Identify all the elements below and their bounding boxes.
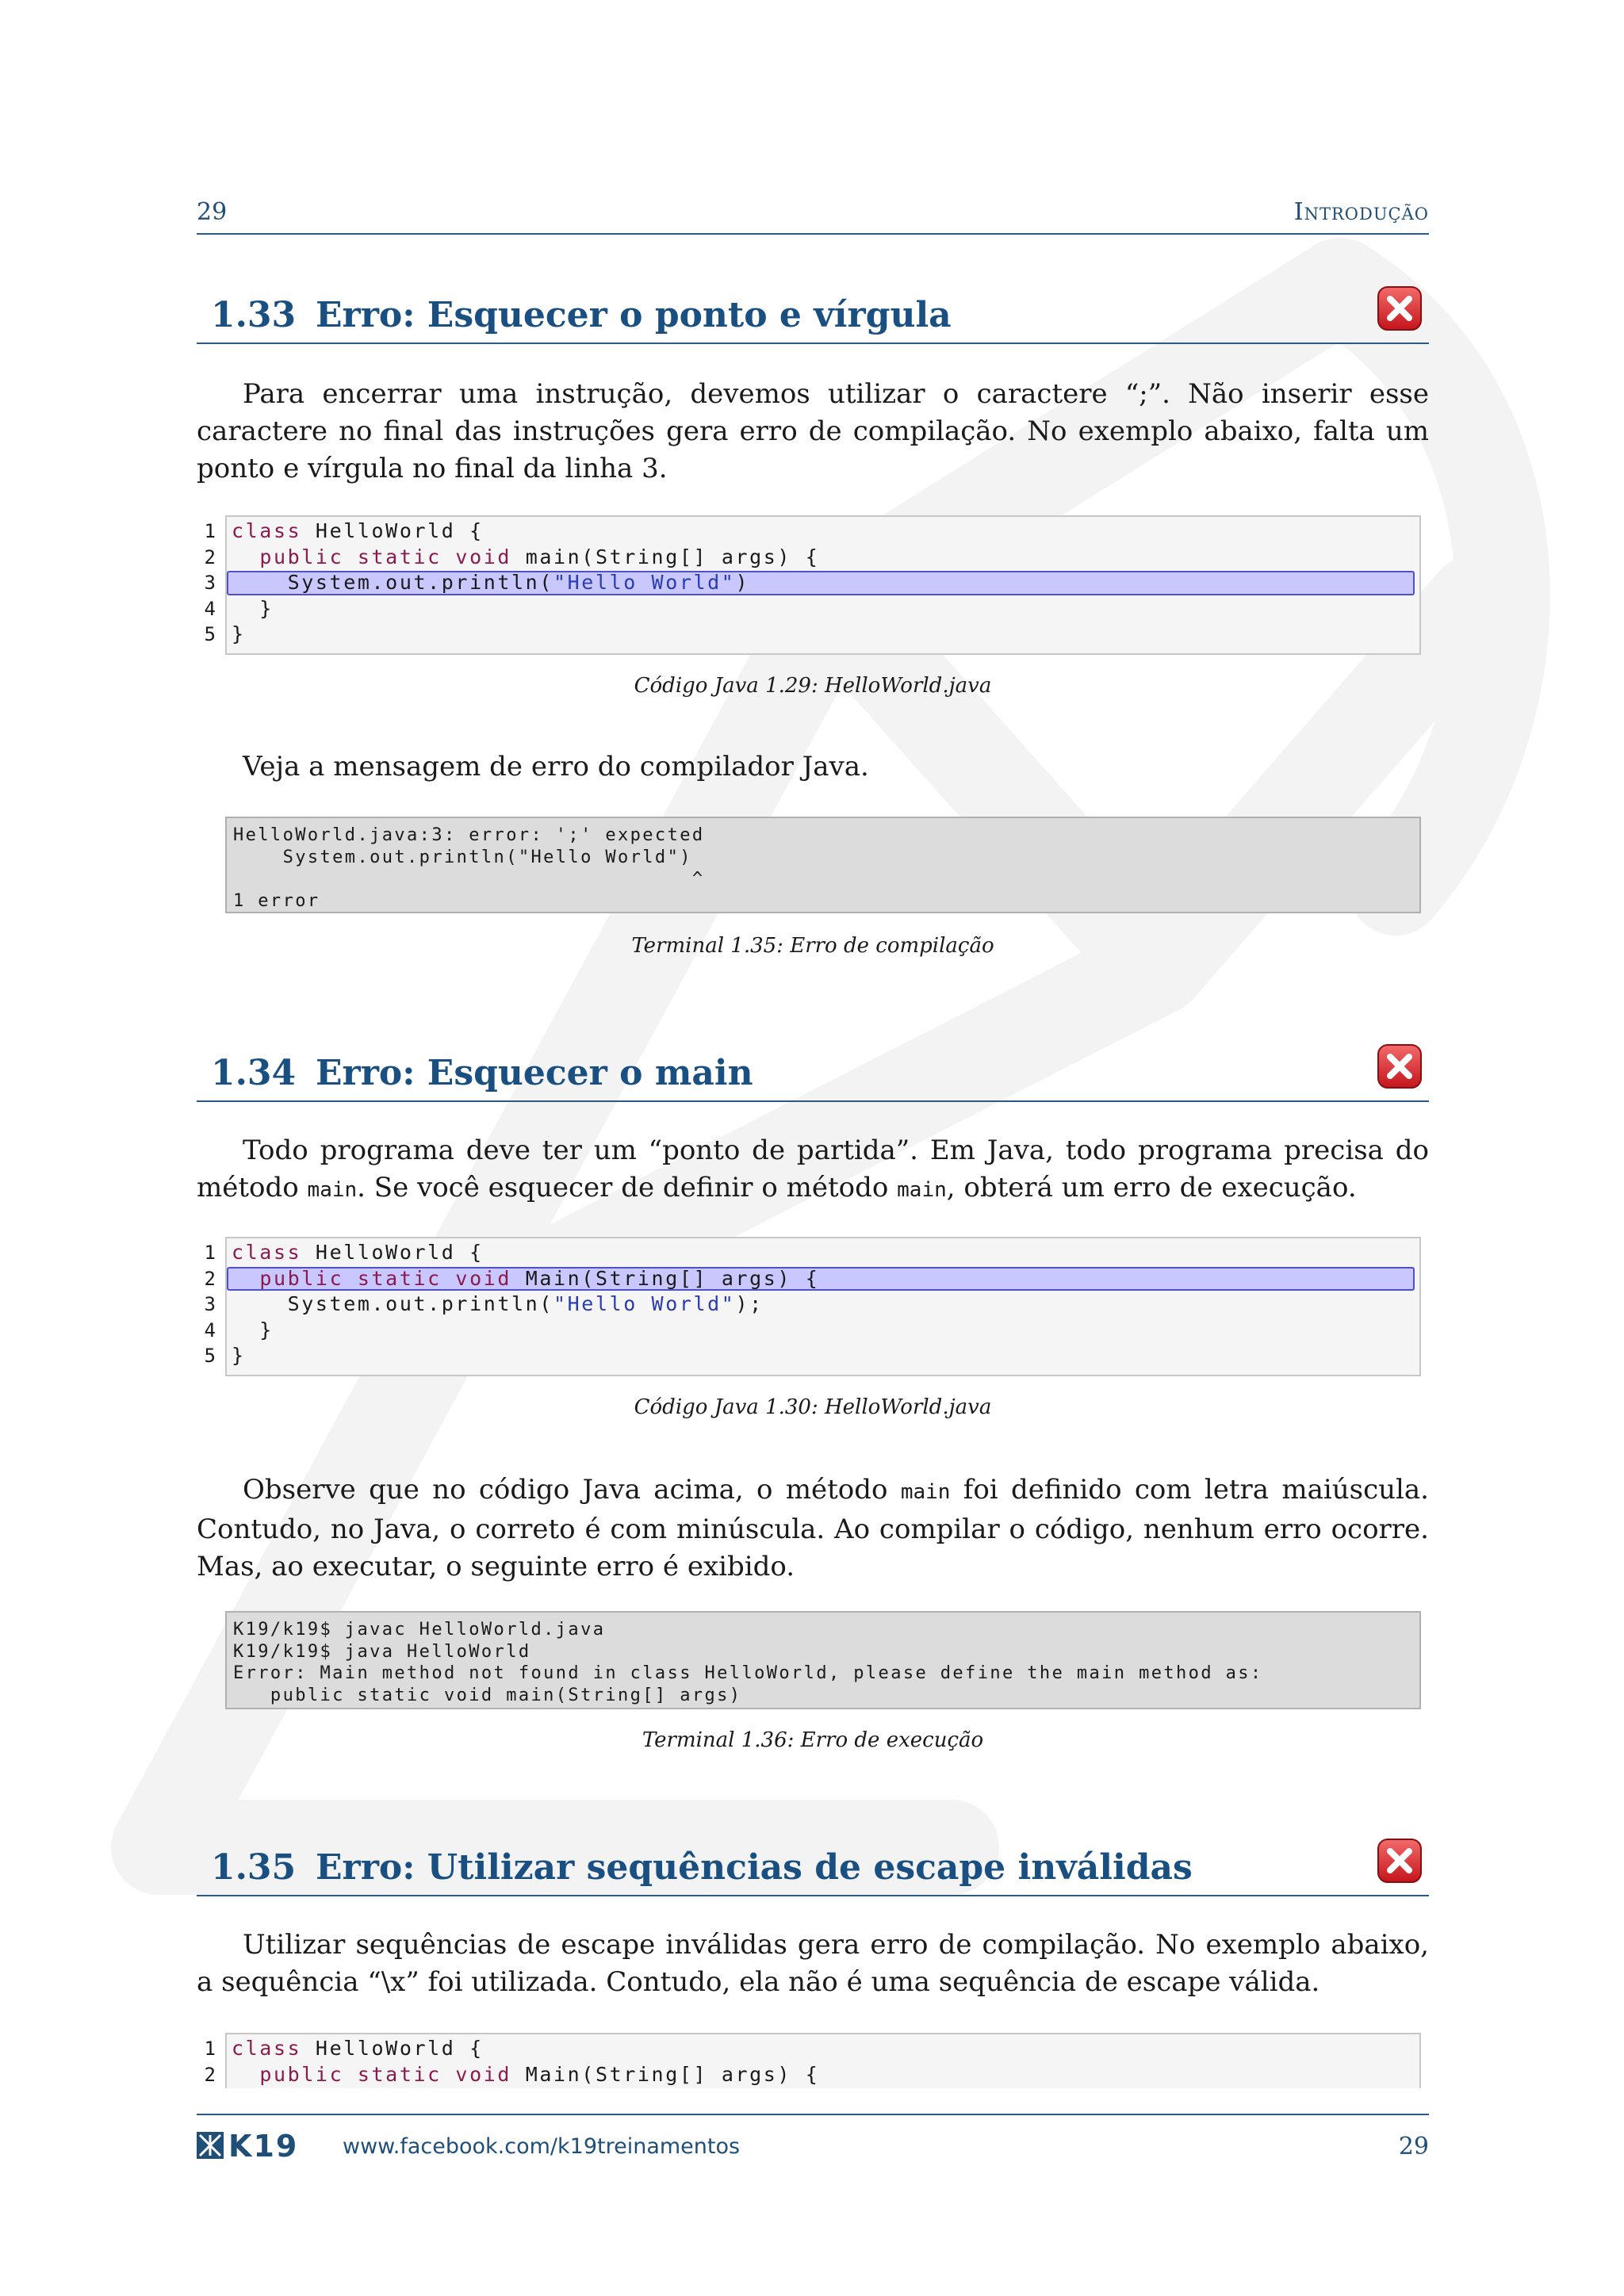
logo-text: K19 bbox=[228, 2130, 299, 2161]
error-x-icon bbox=[1377, 1838, 1423, 1884]
header-page-number: 29 bbox=[197, 198, 228, 226]
section-title: Erro: Utilizar sequências de escape inválidas bbox=[316, 1847, 1193, 1888]
code-line-numbers bbox=[190, 519, 216, 648]
terminal-line: HelloWorld.java:3: error: ';' expected bbox=[233, 825, 705, 845]
code-line: public static void main(String[] args) { bbox=[259, 545, 820, 568]
footer-url[interactable]: www.facebook.com/k19treinamentos bbox=[343, 2134, 741, 2159]
code-line: } bbox=[232, 622, 246, 645]
section-heading-1-34 bbox=[211, 1053, 753, 1093]
terminal-caption: Terminal 1.35: Erro de compilação bbox=[631, 934, 994, 958]
paragraph bbox=[197, 376, 1429, 488]
inline-code: main bbox=[307, 1178, 358, 1202]
header-rule bbox=[197, 233, 1429, 235]
inline-code: main bbox=[900, 1480, 951, 1504]
code-line-highlighted: public static void Main(String[] args) { bbox=[227, 1266, 1419, 1292]
terminal-line: K19/k19$ java HelloWorld bbox=[233, 1641, 531, 1662]
terminal-line: 1 error bbox=[233, 890, 320, 911]
terminal-line: Error: Main method not found in class HelloWorld, please define the main method as: bbox=[233, 1663, 1263, 1683]
section-rule bbox=[197, 1895, 1429, 1896]
error-x-icon bbox=[1377, 1043, 1423, 1089]
code-line: } bbox=[232, 1344, 246, 1367]
code-line: class HelloWorld { bbox=[232, 2037, 484, 2060]
code-line: class HelloWorld { bbox=[232, 1241, 484, 1264]
error-x-icon bbox=[1377, 285, 1423, 331]
inline-code: main bbox=[897, 1178, 947, 1202]
line-number: 2 bbox=[204, 1267, 216, 1290]
terminal-line: System.out.println("Hello World") bbox=[233, 847, 692, 867]
code-line-numbers bbox=[190, 1240, 216, 1369]
header-chapter-title: Introdução bbox=[1293, 198, 1429, 226]
code-line-numbers bbox=[190, 2036, 216, 2087]
line-number: 1 bbox=[204, 520, 216, 542]
line-number: 3 bbox=[204, 572, 216, 594]
line-number: 5 bbox=[204, 623, 216, 645]
k19-logo bbox=[197, 2130, 320, 2164]
line-number: 4 bbox=[204, 597, 216, 620]
section-title: Erro: Esquecer o main bbox=[316, 1053, 753, 1093]
code-line: } bbox=[232, 1318, 274, 1341]
paragraph-text: . Se você esquecer de definir o método bbox=[357, 1172, 898, 1203]
section-title: Erro: Esquecer o ponto e vírgula bbox=[316, 295, 952, 335]
terminal-caption: Terminal 1.36: Erro de execução bbox=[642, 1728, 984, 1752]
code-line: System.out.println("Hello World"); bbox=[232, 1292, 764, 1315]
section-number: 1.35 bbox=[211, 1847, 297, 1888]
line-number: 2 bbox=[204, 545, 216, 568]
line-number: 5 bbox=[204, 1345, 216, 1367]
code-listing bbox=[225, 2033, 1421, 2088]
code-line-highlighted: System.out.println("Hello World") bbox=[227, 570, 1419, 596]
paragraph bbox=[197, 1132, 1429, 1209]
section-heading-1-33 bbox=[211, 295, 952, 335]
section-rule bbox=[197, 342, 1429, 344]
section-rule bbox=[197, 1100, 1429, 1102]
paragraph-text: Observe que no código Java acima, o método bbox=[243, 1474, 901, 1506]
terminal-line: K19/k19$ javac HelloWorld.java bbox=[233, 1620, 606, 1640]
line-number: 1 bbox=[204, 1242, 216, 1264]
k19-logo-icon bbox=[197, 2130, 320, 2161]
code-line: public static void Main(String[] args) { bbox=[259, 2062, 820, 2086]
paragraph-text: Todo programa deve ter um “ponto de partida”. Em Java, todo programa precisa do método bbox=[197, 1135, 1429, 1203]
terminal-output bbox=[225, 1611, 1421, 1709]
paragraph-text: foi definido com letra maiúscula. Contudo, no Java, o correto é com minúscula. Ao compilar o código, nenhum erro ocorre. Mas, ao executar, o seguinte erro é exibido. bbox=[197, 1474, 1429, 1582]
code-caption: Código Java 1.30: HelloWorld.java bbox=[634, 1395, 992, 1419]
paragraph bbox=[197, 1927, 1429, 2001]
section-number: 1.33 bbox=[211, 295, 297, 335]
terminal-line: ^ bbox=[233, 869, 705, 889]
section-number: 1.34 bbox=[211, 1053, 297, 1093]
terminal-output bbox=[225, 817, 1421, 913]
paragraph bbox=[197, 1471, 1429, 1586]
terminal-line: public static void main(String[] args) bbox=[233, 1685, 742, 1705]
section-heading-1-35 bbox=[211, 1847, 1193, 1888]
paragraph-text: Utilizar sequências de escape inválidas gera erro de compilação. No exemplo abaixo, a sequência “\x” foi utilizada. Contudo, ela não é uma sequência de escape válida. bbox=[197, 1929, 1429, 1998]
paragraph bbox=[197, 748, 1429, 786]
code-line: class HelloWorld { bbox=[232, 519, 484, 542]
line-number: 2 bbox=[204, 2063, 216, 2086]
line-number: 3 bbox=[204, 1293, 216, 1315]
paragraph-text: Para encerrar uma instrução, devemos utilizar o caractere “;”. Não inserir esse caractere no final das instruções gera erro de compilação. No exemplo abaixo, falta um ponto e vírgula no final da linha 3. bbox=[197, 378, 1429, 484]
paragraph-text: , obterá um erro de execução. bbox=[946, 1172, 1357, 1203]
code-caption: Código Java 1.29: HelloWorld.java bbox=[634, 674, 992, 698]
code-listing bbox=[225, 515, 1421, 655]
line-number: 4 bbox=[204, 1318, 216, 1341]
code-listing bbox=[225, 1237, 1421, 1376]
line-number: 1 bbox=[204, 2038, 216, 2060]
footer-page-number: 29 bbox=[1398, 2133, 1429, 2160]
footer-rule bbox=[197, 2114, 1429, 2115]
paragraph-text: Veja a mensagem de erro do compilador Java. bbox=[243, 751, 869, 783]
code-line: } bbox=[232, 596, 274, 620]
